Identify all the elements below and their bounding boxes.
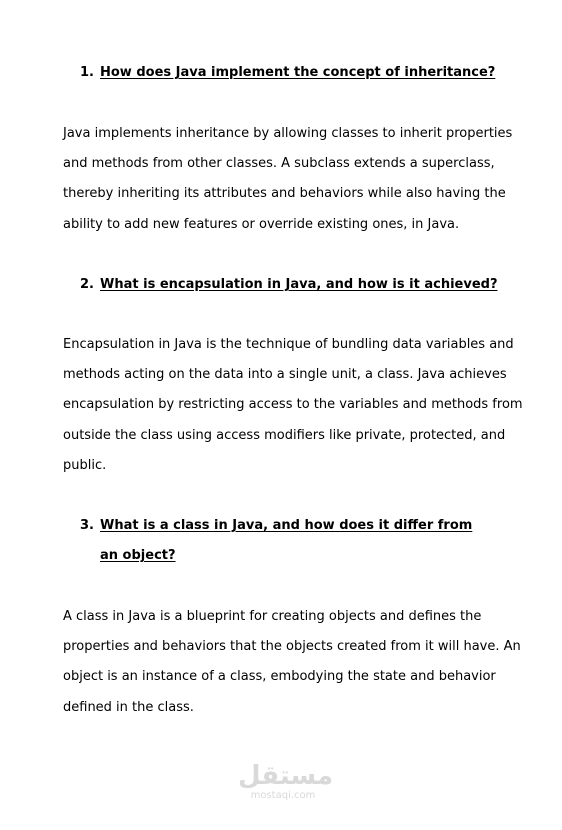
question-text: What is encapsulation in Java, and how is it achieved? xyxy=(100,277,498,292)
question-heading-2 xyxy=(80,270,510,300)
watermark-latin-text: mostaqi.com xyxy=(250,790,316,801)
question-heading-3 xyxy=(80,511,490,571)
question-heading-1 xyxy=(80,58,510,88)
mostaqi-watermark-logo xyxy=(238,760,334,820)
question-text: What is a class in Java, and how does it differ from an object? xyxy=(100,518,473,563)
question-text: How does Java implement the concept of inheritance? xyxy=(100,65,496,80)
answer-paragraph-3: A class in Java is a blueprint for creating objects and defines the properties and behaviors that the objects created from it will have. An object is an instance of a class, embodying the state and behavior defined in the class. xyxy=(63,609,521,715)
question-number: 2. xyxy=(80,277,94,292)
question-number: 1. xyxy=(80,65,94,80)
question-number: 3. xyxy=(80,518,94,533)
answer-paragraph-2: Encapsulation in Java is the technique of bundling data variables and methods acting on the data into a single unit, a class. Java achieves encapsulation by restricting access to the variables and methods from outside the class using access modifiers like private, protected, and public. xyxy=(63,337,523,473)
watermark-arabic-text: مستقل xyxy=(238,761,334,791)
answer-paragraph-1: Java implements inheritance by allowing classes to inherit properties and methods from other classes. A subclass extends a superclass, thereby inheriting its attributes and behaviors while also having the ability to add new features or override existing ones, in Java. xyxy=(63,126,513,232)
